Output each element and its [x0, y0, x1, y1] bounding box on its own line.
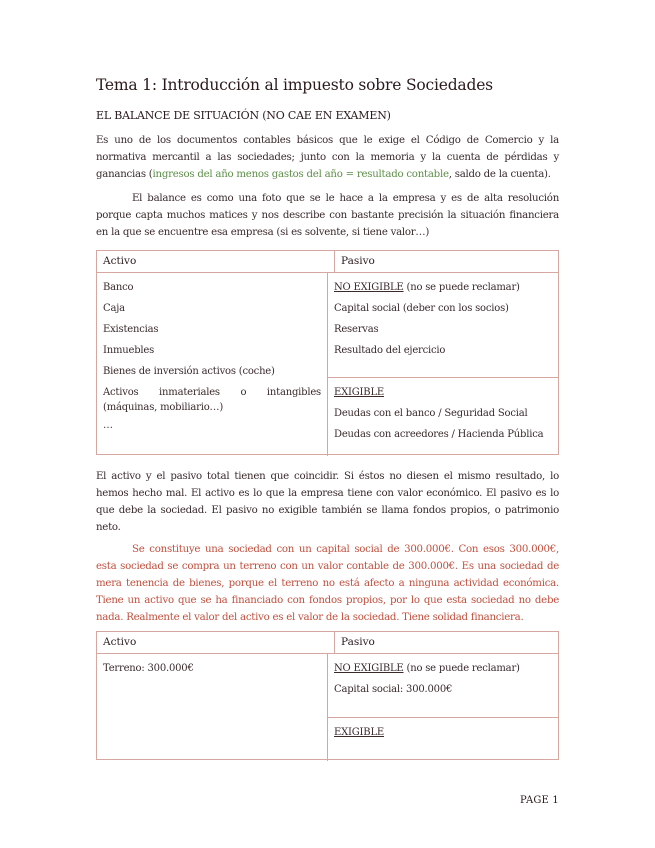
activo-item: Bienes de inversión activos (coche) — [103, 366, 275, 377]
table-header-row — [97, 251, 558, 273]
activo-item: Inmuebles — [103, 345, 155, 356]
pasivo-column — [328, 273, 558, 456]
header-activo: Activo — [97, 251, 335, 272]
exigible-section — [328, 718, 558, 743]
exigible-heading: EXIGIBLE — [334, 387, 384, 398]
paragraph-balance: El balance es como una foto que se le hace a la empresa y es de alta resolución porque capta muchos matices y nos describe con bastante precisión la situación financiera en la que se encuentre esa empresa (si es solvente, si tiene valor…) — [96, 193, 559, 238]
pasivo-item: Capital social (deber con los socios) — [334, 303, 509, 314]
intro-text-b: , saldo de la cuenta). — [448, 169, 551, 180]
exigible-section — [328, 378, 558, 445]
pasivo-item: Reservas — [334, 324, 379, 335]
intro-text-a: Es uno de los documentos contables básicos que le exige el Código de Comercio y la normativa mercantil a las sociedades; junto con la memoria y la cuenta de pérdidas y ganancias ( — [96, 135, 559, 180]
no-exigible-label: NO EXIGIBLE — [334, 282, 404, 293]
activo-column — [97, 654, 328, 761]
page-title: Tema 1: Introducción al impuesto sobre Sociedades — [96, 76, 493, 94]
pasivo-item: Capital social: 300.000€ — [334, 684, 453, 695]
balance-table — [96, 250, 559, 455]
no-exigible-label: NO EXIGIBLE — [334, 663, 404, 674]
activo-column — [97, 273, 328, 456]
header-activo: Activo — [97, 632, 335, 653]
no-exigible-section — [328, 273, 558, 378]
page-number: PAGE 1 — [519, 795, 559, 806]
paragraph-example: Se constituye una sociedad con un capital social de 300.000€. Con esos 300.000€, esta sociedad se compra un terreno con un valor contable de 300.000€. Es una sociedad de mera tenencia de bienes, porque el terreno no está afecto a ninguna actividad económica. Tiene un activo que se ha financiado con fondos propios, por lo que esta sociedad no debe nada. Realmente el valor del activo es el valor de la sociedad. Tiene solidad financiera. — [96, 544, 559, 623]
activo-item: Activos inmateriales o intangibles (máquinas, mobiliario…) — [103, 387, 321, 413]
no-exigible-note: (no se puede reclamar) — [403, 663, 520, 674]
pasivo-item: Resultado del ejercicio — [334, 345, 446, 356]
pasivo-item: Deudas con el banco / Seguridad Social — [334, 408, 528, 419]
activo-item: Banco — [103, 282, 134, 293]
activo-item: Existencias — [103, 324, 159, 335]
exigible-heading: EXIGIBLE — [334, 727, 384, 738]
no-exigible-note: (no se puede reclamar) — [403, 282, 520, 293]
paragraph-intro — [96, 132, 559, 183]
no-exigible-heading — [334, 277, 552, 298]
pasivo-column — [328, 654, 558, 761]
activo-item: Terreno: 300.000€ — [103, 663, 194, 674]
no-exigible-heading — [334, 658, 552, 679]
table-header-row — [97, 632, 558, 654]
pasivo-item: Deudas con acreedores / Hacienda Pública — [334, 429, 544, 440]
example-balance-table — [96, 631, 559, 760]
header-pasivo: Pasivo — [341, 255, 375, 267]
intro-highlight: ingresos del año menos gastos del año = resultado contable — [152, 169, 449, 180]
header-pasivo: Pasivo — [341, 636, 375, 648]
section-heading: EL BALANCE DE SITUACIÓN (NO CAE EN EXAMEN) — [96, 109, 391, 122]
no-exigible-section — [328, 654, 558, 718]
table-body-row — [97, 654, 558, 761]
paragraph-activo-pasivo: El activo y el pasivo total tienen que coincidir. Si éstos no diesen el mismo resultado, lo hemos hecho mal. El activo es lo que la empresa tiene con valor económico. El pasivo es lo que debe la sociedad. El pasivo no exigible también se llama fondos propios, o patrimonio neto. — [96, 471, 559, 533]
activo-item: … — [103, 420, 113, 431]
activo-item: Caja — [103, 303, 125, 314]
table-body-row — [97, 273, 558, 456]
